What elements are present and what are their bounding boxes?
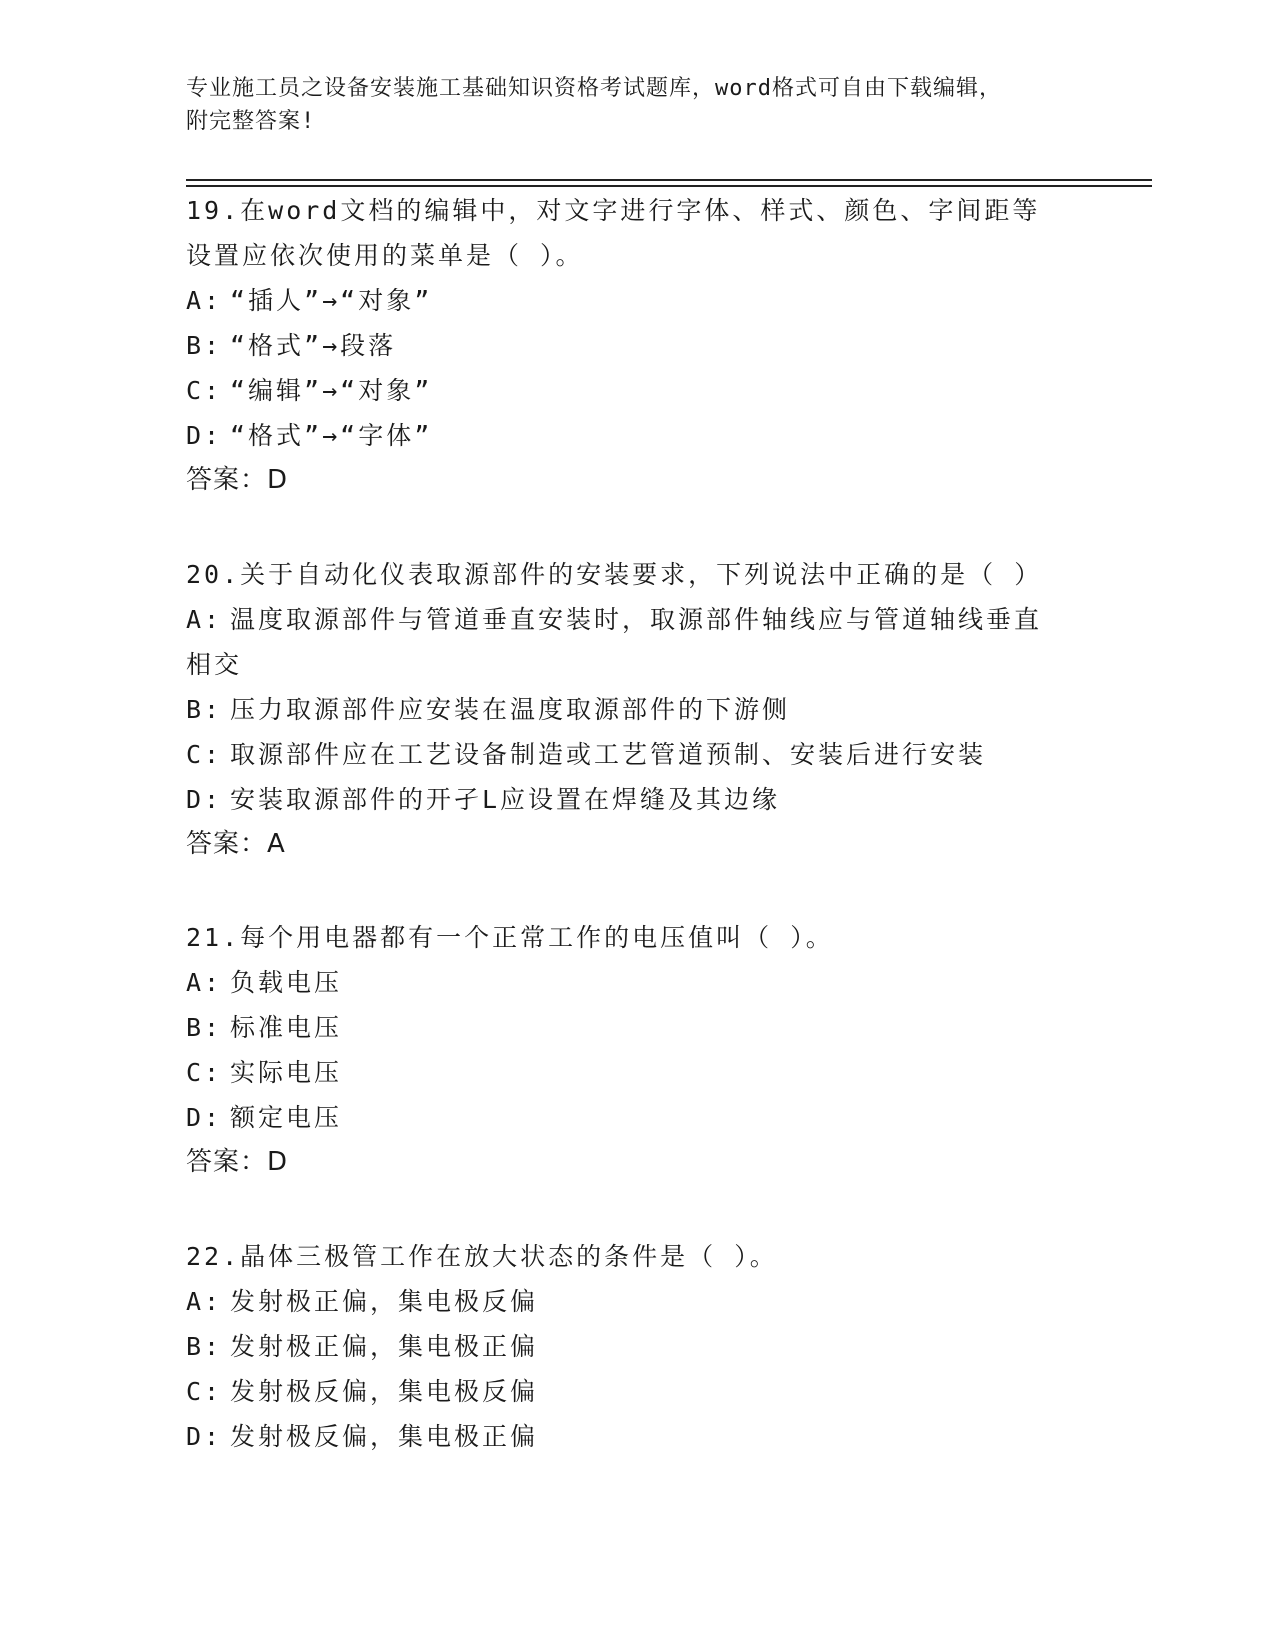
question-stem: 22.晶体三极管工作在放大状态的条件是（ ）。 — [186, 1242, 778, 1271]
option-letter: A: — [186, 968, 223, 997]
option-c — [186, 368, 1086, 413]
option-text: 负载电压 — [230, 968, 343, 997]
option-a-continued: 相交 — [186, 650, 243, 679]
question-20 — [186, 552, 1086, 867]
option-letter: D: — [186, 421, 223, 450]
option-letter: C: — [186, 376, 223, 405]
option-text: 发射极反偏，集电极正偏 — [230, 1422, 539, 1451]
option-letter: B: — [186, 1013, 223, 1042]
option-letter: A: — [186, 1287, 223, 1316]
question-stem: 20.关于自动化仪表取源部件的安装要求，下列说法中正确的是（ ） — [186, 560, 1043, 589]
header-divider-top — [186, 179, 1152, 181]
option-text: 发射极反偏，集电极反偏 — [230, 1377, 539, 1406]
option-letter: D: — [186, 785, 223, 814]
option-b — [186, 687, 1086, 732]
option-text: 温度取源部件与管道垂直安装时，取源部件轴线应与管道轴线垂直 — [230, 605, 1043, 634]
question-22 — [186, 1234, 1086, 1459]
option-c — [186, 1050, 1086, 1095]
option-text: 标准电压 — [230, 1013, 343, 1042]
option-text: 取源部件应在工艺设备制造或工艺管道预制、安装后进行安装 — [230, 740, 987, 769]
option-text: “插人”→“对象” — [230, 286, 433, 315]
option-b — [186, 1005, 1086, 1050]
option-letter: A: — [186, 605, 223, 634]
header-divider-bottom — [186, 185, 1152, 187]
option-a — [186, 1279, 1086, 1324]
option-b — [186, 323, 1086, 368]
option-a — [186, 278, 1086, 323]
option-text: 发射极正偏，集电极正偏 — [230, 1332, 539, 1361]
option-letter: C: — [186, 740, 223, 769]
question-19 — [186, 188, 1086, 503]
header-title-line-2: 附完整答案! — [186, 109, 316, 134]
option-c — [186, 732, 1086, 777]
document-header — [186, 72, 1086, 138]
option-text: “编辑”→“对象” — [230, 376, 433, 405]
question-stem-continued: 设置应依次使用的菜单是（ ）。 — [186, 241, 584, 270]
option-text: 压力取源部件应安装在温度取源部件的下游侧 — [230, 695, 791, 724]
option-d — [186, 777, 1086, 822]
option-d — [186, 1414, 1086, 1459]
option-letter: D: — [186, 1422, 223, 1451]
option-letter: D: — [186, 1103, 223, 1132]
option-text: “格式”→段落 — [230, 331, 397, 360]
option-text: 额定电压 — [230, 1103, 343, 1132]
option-a — [186, 597, 1086, 642]
answer-line: 答案：D — [186, 1147, 289, 1177]
option-d — [186, 413, 1086, 458]
answer-line: 答案：A — [186, 829, 286, 859]
option-letter: B: — [186, 695, 223, 724]
option-b — [186, 1324, 1086, 1369]
option-letter: C: — [186, 1058, 223, 1087]
option-text: “格式”→“字体” — [230, 421, 433, 450]
option-d — [186, 1095, 1086, 1140]
option-letter: B: — [186, 331, 223, 360]
option-text: 实际电压 — [230, 1058, 343, 1087]
option-letter: A: — [186, 286, 223, 315]
option-text: 发射极正偏，集电极反偏 — [230, 1287, 539, 1316]
question-stem: 21.每个用电器都有一个正常工作的电压值叫（ ）。 — [186, 923, 834, 952]
header-title-line-1: 专业施工员之设备安装施工基础知识资格考试题库，word格式可自由下载编辑， — [186, 76, 1002, 101]
question-21 — [186, 915, 1086, 1185]
option-c — [186, 1369, 1086, 1414]
option-letter: B: — [186, 1332, 223, 1361]
option-a — [186, 960, 1086, 1005]
option-letter: C: — [186, 1377, 223, 1406]
question-stem: 19.在word文档的编辑中，对文字进行字体、样式、颜色、字间距等 — [186, 196, 1041, 225]
answer-line: 答案：D — [186, 465, 289, 495]
option-text: 安装取源部件的开孑L应设置在焊缝及其边缘 — [230, 785, 781, 814]
